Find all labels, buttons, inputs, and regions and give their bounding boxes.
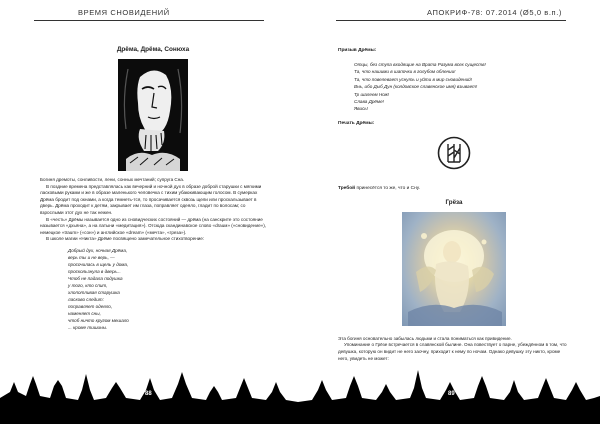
- paragraph: Упоминание о Грёзе встречается в славянской былине. Она повествует о парне, убеждённом в том, что девушка, которую он видит не него заочну, приходит к нему по ночам. Однако девушку эту никто, кроме него, увидеть не может:: [338, 342, 567, 361]
- poem-line: Чтоб не падала подушка: [68, 275, 123, 281]
- poem-line: ласково следит:: [68, 296, 104, 302]
- poem-line: поправляет одеяло,: [68, 303, 113, 309]
- poem-line: чтоб ничто кругом мешало: [68, 317, 129, 323]
- skyline-silhouette: [0, 362, 600, 424]
- poem-line: хлопотливая старушка: [68, 289, 120, 295]
- gryoza-painting: [402, 212, 506, 326]
- poem-line: Добрый дух, ночная Дрёма,: [68, 247, 128, 253]
- paragraph: В «честь» Дрёмы называется одно из сновидческих состояний — дрёма (на санскрите это состояние называется «дхьяна», а на латыни «медитация»). Отсюда скандинавское слово «drauм» («сновидение»), немецкое «traum» («сон») и английское «dream» («мечта», «греза»).: [40, 216, 267, 235]
- prayer-line: Та, что нашими в шапочки в голубом облении!: [354, 69, 456, 75]
- prayer-line: Та, что повелевает уснуть и уйти в мир сновидений!: [354, 76, 473, 82]
- right-body-text: [338, 336, 570, 362]
- header-rule-right: [336, 20, 566, 21]
- poem: [68, 247, 266, 331]
- page-number-right: 89: [448, 391, 455, 397]
- left-page: [40, 24, 266, 331]
- paragraph: Эта богиня основательно забылась людьми и стала пониматься как привидение.: [338, 335, 512, 341]
- right-page: [338, 24, 570, 362]
- prayer-label: Призыв Дрёмы:: [338, 48, 377, 53]
- prayer-line: Отцы, без ступа входящие на Врата Разума всех существ!: [354, 62, 486, 67]
- poem-line: наменяет сны,: [68, 310, 101, 316]
- woodcut-illustration: [118, 59, 188, 171]
- poem-line: просочилась в щель у дома,: [68, 261, 129, 267]
- left-body-text: [40, 177, 266, 243]
- prayer-text: [354, 61, 570, 113]
- section-title-gryoza: Грёза: [445, 198, 463, 206]
- drema-seal-icon: [437, 136, 471, 170]
- header-rule-left: [34, 20, 264, 21]
- paragraph: Богиня дремоты, сонливости, лени, сонных мечтаний; супруга Сна.: [40, 177, 185, 182]
- poem-line: верь ты и не верь, —: [68, 254, 115, 260]
- prayer-line: Явись!: [354, 106, 369, 112]
- prayer-line: Тр шалеем Нож!: [354, 91, 390, 97]
- treba-line: [338, 186, 570, 191]
- poem-line: у того, кто спит,: [68, 282, 108, 288]
- seal-label: Печать Дрёмы:: [338, 120, 375, 126]
- page-number-left: 88: [145, 391, 152, 397]
- poem-line: проскользнула в дверь...: [68, 268, 121, 274]
- prayer-line: Внь, ибо Дыб Дун (колдовское славянское имя) взывает!: [354, 84, 478, 90]
- prayer-line: Слава Дрёме!: [354, 99, 384, 105]
- paragraph: В поздние времена представлялась как вечерний и ночной дух в образе доброй старушки с мягкими ласковыми руками и же в образе маленького человечка с тихим убаюкивающим голосом. В сумерках Дрёма бродит под окнами, а когда темнеть-тся, то просачивается сквозь щели или проскальзывает в дверь. Дрёма проходит к детям, закрывает им глаза, поправляет одеяло, гладит по волосам; со взрослыми этот дух не так нежен.: [40, 183, 262, 215]
- poem-line: ... кроме тишины.: [68, 324, 108, 330]
- painting-figures: [402, 212, 506, 326]
- running-header-left: ВРЕМЯ СНОВИДЕНИЙ: [78, 8, 170, 17]
- treba-bold: Требой: [338, 185, 356, 191]
- treba-rest: принесётся то же, что и Сну.: [356, 185, 420, 191]
- section-title-drema: Дрёма, Дрёма, Сонюха: [116, 46, 190, 53]
- running-header-right: АПОКРИФ-78: 07.2014 (Ø5,0 в.п.): [427, 8, 562, 17]
- paragraph: В школе магии «Никта» Дрёме посвящено замечательное стихотворение:: [46, 236, 205, 242]
